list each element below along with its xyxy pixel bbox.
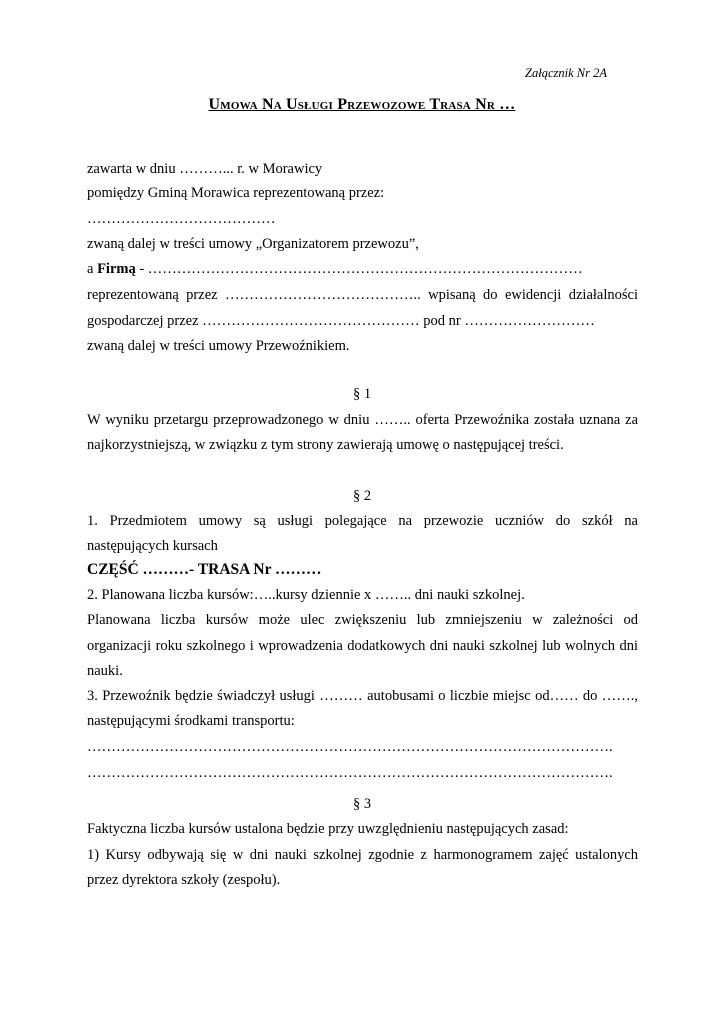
section-2-line-1: 1. Przedmiotem umowy są usługi polegające na przewozie uczniów do szkół na [87,513,638,529]
intro-line-organizer: zwaną dalej w treści umowy „Organizatorem przewozu”, [87,236,419,252]
section-3-line-2: 1) Kursy odbywają się w dni nauki szkolnej zgodnie z harmonogramem zajęć ustalonych [87,847,638,863]
section-2-line-3: 2. Planowana liczba kursów:…..kursy dziennie x …….. dni nauki szkolnej. [87,587,525,603]
section-2-line-8: następującymi środkami transportu: [87,713,295,729]
section-2-line-2: następujących kursach [87,538,218,554]
intro-line-date: zawarta w dniu ………... r. w Morawicy [87,161,323,177]
intro-line-company [87,260,583,278]
section-3-line-3: przez dyrektora szkoły (zespołu). [87,872,281,888]
intro-line-carrier: zwaną dalej w treści umowy Przewoźnikiem. [87,338,350,354]
section-1-line-1: W wyniku przetargu przeprowadzonego w dniu …….. oferta Przewoźnika została uznana za [87,412,638,428]
section-2-heading: § 2 [352,488,372,504]
section-2-line-5: organizacji roku szkolnego i wprowadzenia dodatkowych dni nauki szkolnej lub wolnych dni [87,638,638,654]
section-2-part-heading: CZĘŚĆ ………- TRASA Nr ……… [87,561,322,578]
intro-line-represented-by: reprezentowaną przez ………………………………….. wpisaną do ewidencji działalności [87,287,638,303]
section-2-dotted-line-1: ………………………………………………………………………………………………. [87,739,613,755]
section-2-line-7: 3. Przewoźnik będzie świadczył usługi ……… autobusami o liczbie miejsc od…… do ……., [87,688,638,704]
section-3-heading: § 3 [352,796,372,812]
intro-company-bold: Firmą [97,261,136,277]
section-2-line-4: Planowana liczba kursów może ulec zwiększeniu lub zmniejszeniu w zależności od [87,612,638,628]
intro-line-representative: ………………………………… [87,211,276,227]
section-1-line-2: najkorzystniejszą, w związku z tym strony zawierają umowę o następującej treści. [87,437,564,453]
intro-line-business: gospodarczej przez ……………………………………… pod nr ……………………… [87,313,595,329]
intro-line-parties: pomiędzy Gminą Morawica reprezentowaną przez: [87,185,385,201]
section-2-line-6: nauki. [87,663,123,679]
document-title: Umowa Na Usługi Przewozowe Trasa Nr … [208,96,516,113]
intro-company-prefix: a [87,261,98,277]
intro-company-rest: - ……………………………………………………………………………… [135,261,583,277]
section-3-line-1: Faktyczna liczba kursów ustalona będzie przy uwzględnieniu następujących zasad: [87,821,569,837]
annex-label: Załącznik Nr 2A [525,66,607,80]
section-2-dotted-line-2: ………………………………………………………………………………………………. [87,765,613,781]
section-1-heading: § 1 [352,386,372,402]
